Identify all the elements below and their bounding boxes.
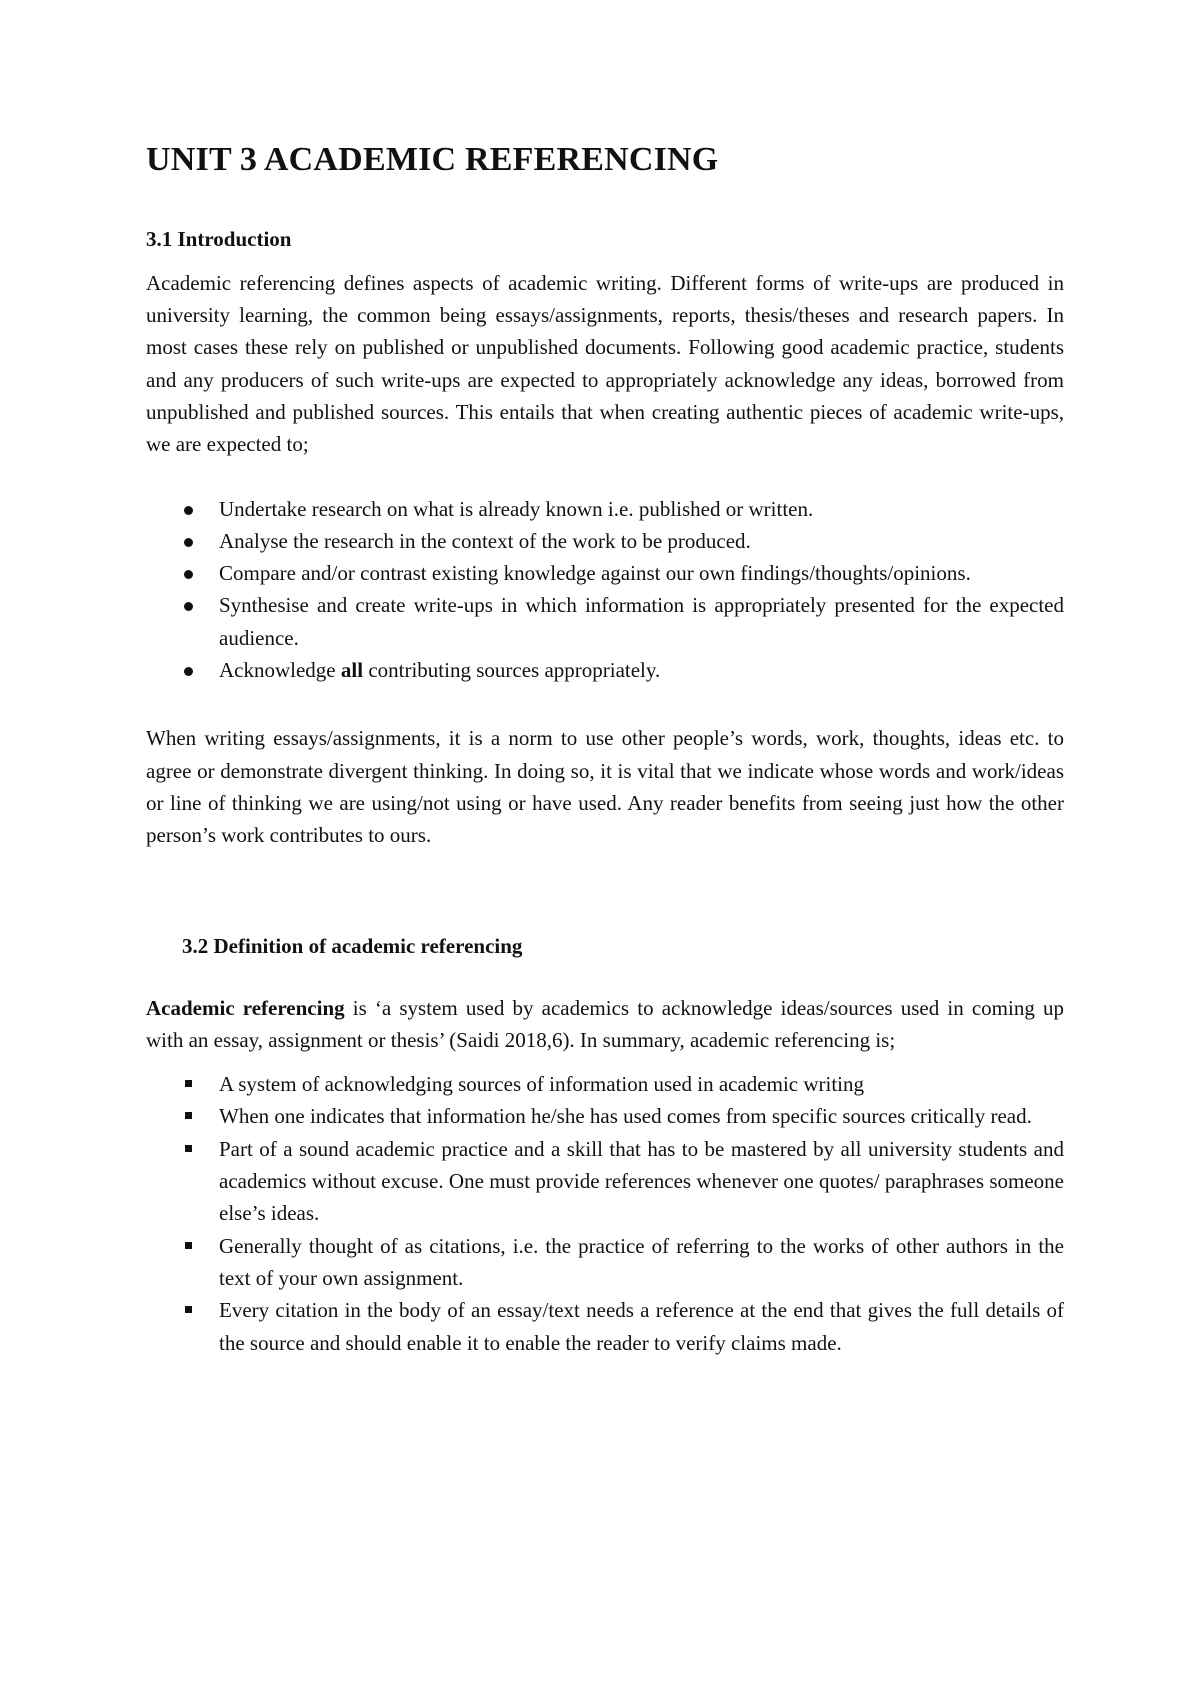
list-item — [146, 1230, 1064, 1295]
expectations-list — [146, 493, 1064, 687]
bullet-square-icon — [185, 1080, 192, 1087]
list-item-text: Compare and/or contrast existing knowledge against our own findings/thoughts/opinions. — [219, 561, 971, 586]
list-item-text: Part of a sound academic practice and a skill that has to be mastered by all university students and academics without excuse. One must provide references whenever one quotes/ paraphrases someone else’s ideas. — [219, 1136, 1064, 1226]
list-item — [146, 1133, 1064, 1230]
bullet-dot-icon — [184, 602, 193, 611]
list-item-text: When one indicates that information he/she has used comes from specific sources critically read. — [219, 1104, 1032, 1129]
list-item — [146, 654, 1064, 686]
list-item — [146, 589, 1064, 654]
bullet-dot-icon — [184, 667, 193, 676]
list-item — [146, 525, 1064, 557]
list-item-text: Every citation in the body of an essay/text needs a reference at the end that gives the full details of the source and should enable it to enable the reader to verify claims made. — [219, 1298, 1064, 1355]
list-item-text: Analyse the research in the context of the work to be produced. — [219, 528, 751, 553]
bullet-square-icon — [185, 1306, 192, 1313]
bullet-dot-icon — [184, 506, 193, 515]
list-item-emphasis: all — [340, 658, 364, 683]
definition-paragraph — [146, 992, 1064, 1057]
list-item — [146, 1068, 1064, 1100]
definition-term: Academic referencing — [146, 995, 345, 1020]
list-item-text: Generally thought of as citations, i.e. the practice of referring to the works of other authors in the text of your own assignment. — [219, 1233, 1064, 1290]
list-item-text: Undertake research on what is already known i.e. published or written. — [219, 496, 814, 521]
citation-purpose-paragraph: When writing essays/assignments, it is a norm to use other people’s words, work, thoughts, ideas etc. to agree or demonstrate divergent thinking. In doing so, it is vital that we indicate whose words and work/ideas or line of thinking we are using/not using or have used. Any reader benefits from seeing just how the other person’s work contributes to ours. — [146, 726, 1064, 848]
list-item — [146, 1100, 1064, 1132]
document-title: UNIT 3 ACADEMIC REFERENCING — [146, 141, 719, 178]
section-heading-definition: 3.2 Definition of academic referencing — [182, 933, 523, 958]
summary-list — [146, 1068, 1064, 1359]
bullet-square-icon — [185, 1112, 192, 1119]
list-item-text: Synthesise and create write-ups in which information is appropriately presented for the expected audience. — [219, 593, 1064, 650]
list-item-text-before: Acknowledge — [219, 658, 341, 683]
definition-text: is ‘a system used by academics to acknowledge ideas/sources used in coming up with an essay, assignment or thesis’ (Saidi 2018,6). In summary, academic referencing is; — [146, 995, 1064, 1052]
list-item-text: A system of acknowledging sources of information used in academic writing — [219, 1072, 865, 1097]
section-heading-introduction: 3.1 Introduction — [146, 226, 292, 251]
list-item — [146, 493, 1064, 525]
bullet-square-icon — [185, 1145, 192, 1152]
document-body — [146, 140, 1064, 1359]
bullet-dot-icon — [184, 570, 193, 579]
list-item-text-after: contributing sources appropriately. — [363, 658, 661, 683]
list-item — [146, 1294, 1064, 1359]
list-item — [146, 557, 1064, 589]
intro-paragraph: Academic referencing defines aspects of academic writing. Different forms of write-ups are produced in university learning, the common being essays/assignments, reports, thesis/theses and research papers. In most cases these rely on published or unpublished documents. Following good academic practice, students and any producers of such write-ups are expected to appropriately acknowledge any ideas, borrowed from unpublished and published sources. This entails that when creating authentic pieces of academic write-ups, we are expected to; — [146, 270, 1064, 457]
bullet-dot-icon — [184, 538, 193, 547]
bullet-square-icon — [185, 1242, 192, 1249]
